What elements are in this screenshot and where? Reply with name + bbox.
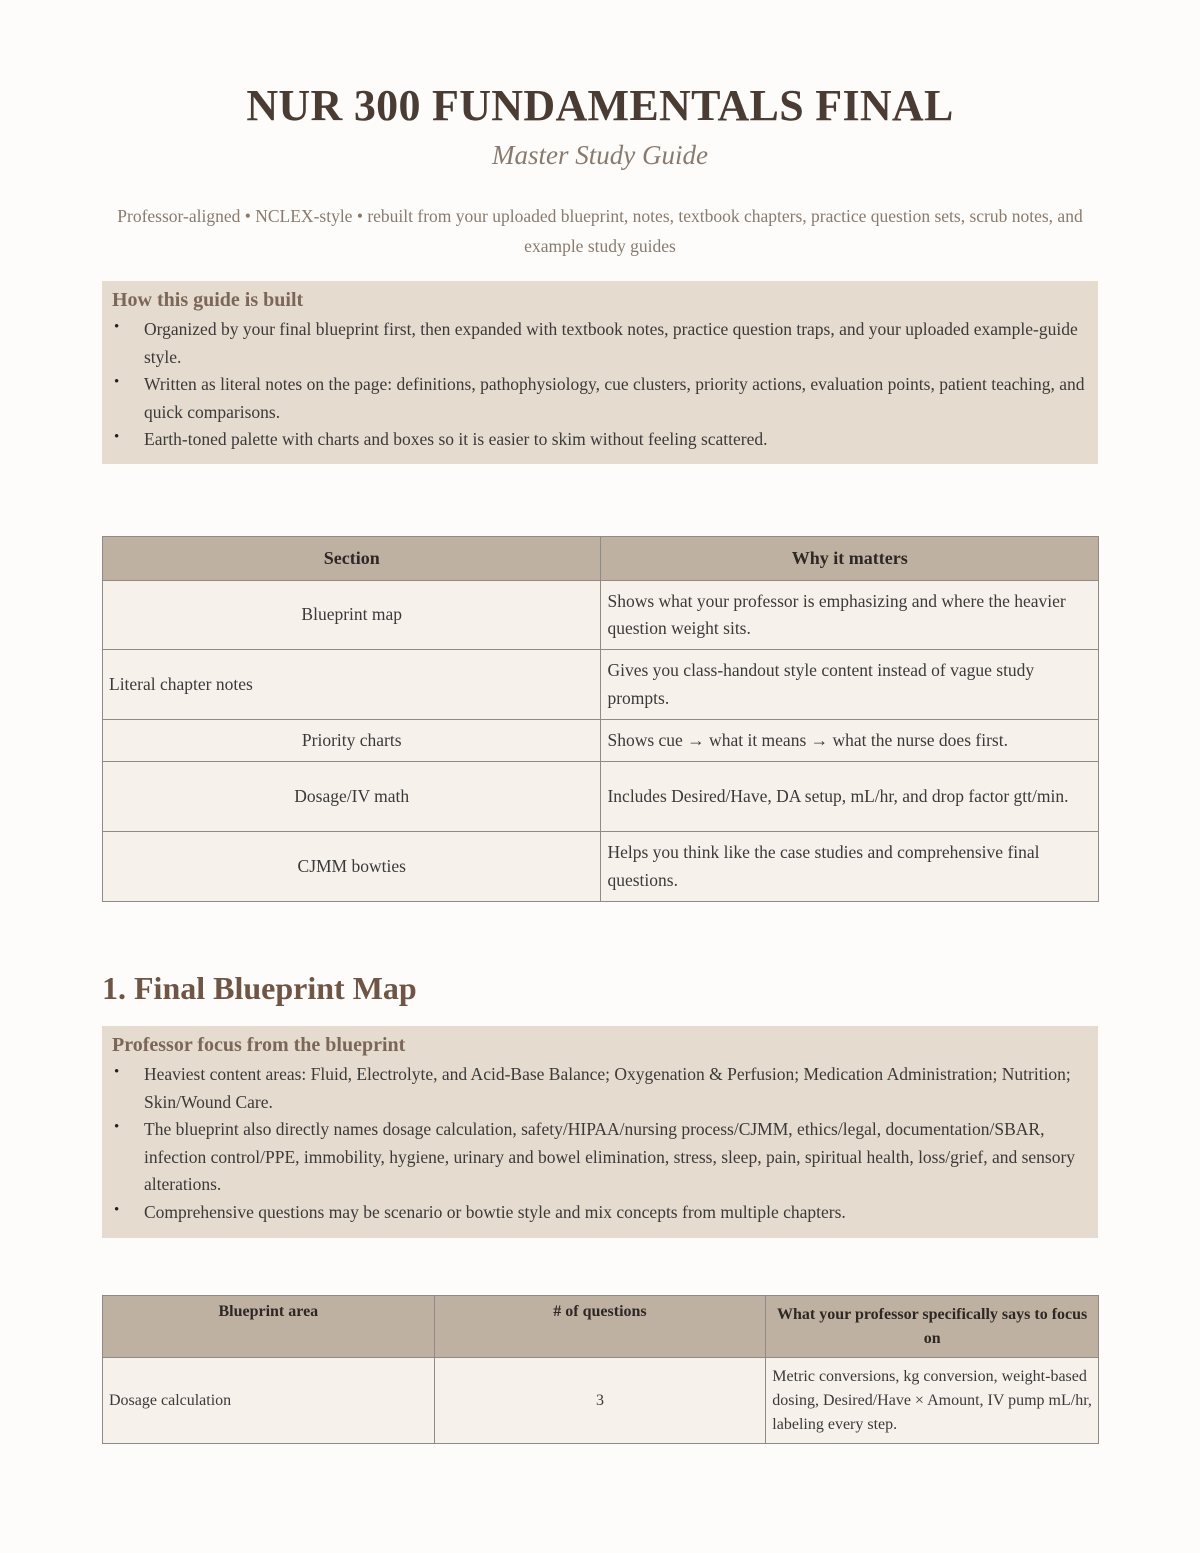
list-item: • Heaviest content areas: Fluid, Electrolyte, and Acid-Base Balance; Oxygenation & Perfusion; Medication Administration; Nutrition; Skin/Wound Care. [112,1061,1088,1116]
overview-table [102,536,1099,902]
how-guide-built-box [102,281,1098,464]
list-item: • Organized by your final blueprint first, then expanded with textbook notes, practice question traps, and your uploaded example-guide style. [112,316,1088,371]
list-item: • Comprehensive questions may be scenario or bowtie style and mix concepts from multiple chapters. [112,1199,1088,1227]
table-cell: Dosage/IV math [103,762,601,832]
section-heading: 1. Final Blueprint Map [102,970,417,1006]
column-header: # of questions [434,1296,766,1358]
table-cell: Shows cue → what it means → what the nurse does first. [601,720,1099,762]
column-header: Section [103,537,601,581]
table-cell: Priority charts [103,720,601,762]
table-cell: Blueprint map [103,581,601,650]
box-heading: Professor focus from the blueprint [112,1034,406,1056]
table-row [103,832,1099,902]
table-cell: Metric conversions, kg conversion, weight-based dosing, Desired/Have × Amount, IV pump mL/hr, labeling every step. [766,1358,1099,1444]
page-title: NUR 300 FUNDAMENTALS FINAL [246,81,954,130]
table-row [103,581,1099,650]
table-cell: CJMM bowties [103,832,601,902]
box-heading: How this guide is built [112,289,304,311]
table-header-row [103,537,1099,581]
column-header: Why it matters [601,537,1099,581]
bullet-icon: • [114,1119,120,1135]
bullet-icon: • [114,319,120,335]
bullet-icon: • [114,374,120,390]
blueprint-table [102,1295,1099,1444]
column-header: Blueprint area [103,1296,435,1358]
table-cell: Gives you class-handout style content instead of vague study prompts. [601,650,1099,720]
table-cell: 3 [434,1358,766,1444]
table-row [103,762,1099,832]
table-row [103,650,1099,720]
table-row [103,720,1099,762]
page-subtitle: Master Study Guide [492,140,708,170]
table-cell: Helps you think like the case studies and comprehensive final questions. [601,832,1099,902]
intro-text: Professor-aligned • NCLEX-style • rebuilt from your uploaded blueprint, notes, textbook chapters, practice question sets, scrub notes, and example study guides [117,206,1083,256]
table-cell: Shows what your professor is emphasizing and where the heavier question weight sits. [601,581,1099,650]
professor-focus-box [102,1026,1098,1238]
list-item: • The blueprint also directly names dosage calculation, safety/HIPAA/nursing process/CJMM, ethics/legal, documentation/SBAR, infection control/PPE, immobility, hygiene, urinary and bowel elimination, stress, sleep, pain, spiritual health, loss/grief, and sensory alterations. [112,1116,1088,1199]
table-cell: Literal chapter notes [103,650,601,720]
bullet-icon: • [114,429,120,445]
table-cell: Dosage calculation [103,1358,435,1444]
table-header-row [103,1296,1099,1358]
list-item: • Written as literal notes on the page: definitions, pathophysiology, cue clusters, priority actions, evaluation points, patient teaching, and quick comparisons. [112,371,1088,426]
bullet-icon: • [114,1201,120,1218]
bullet-list [112,1061,1088,1226]
table-row [103,1358,1099,1444]
list-item: • Earth-toned palette with charts and boxes so it is easier to skim without feeling scattered. [112,426,1088,454]
bullet-list [112,316,1088,454]
column-header: What your professor specifically says to focus on [766,1296,1099,1358]
table-cell: Includes Desired/Have, DA setup, mL/hr, and drop factor gtt/min. [601,762,1099,832]
bullet-icon: • [114,1064,120,1080]
